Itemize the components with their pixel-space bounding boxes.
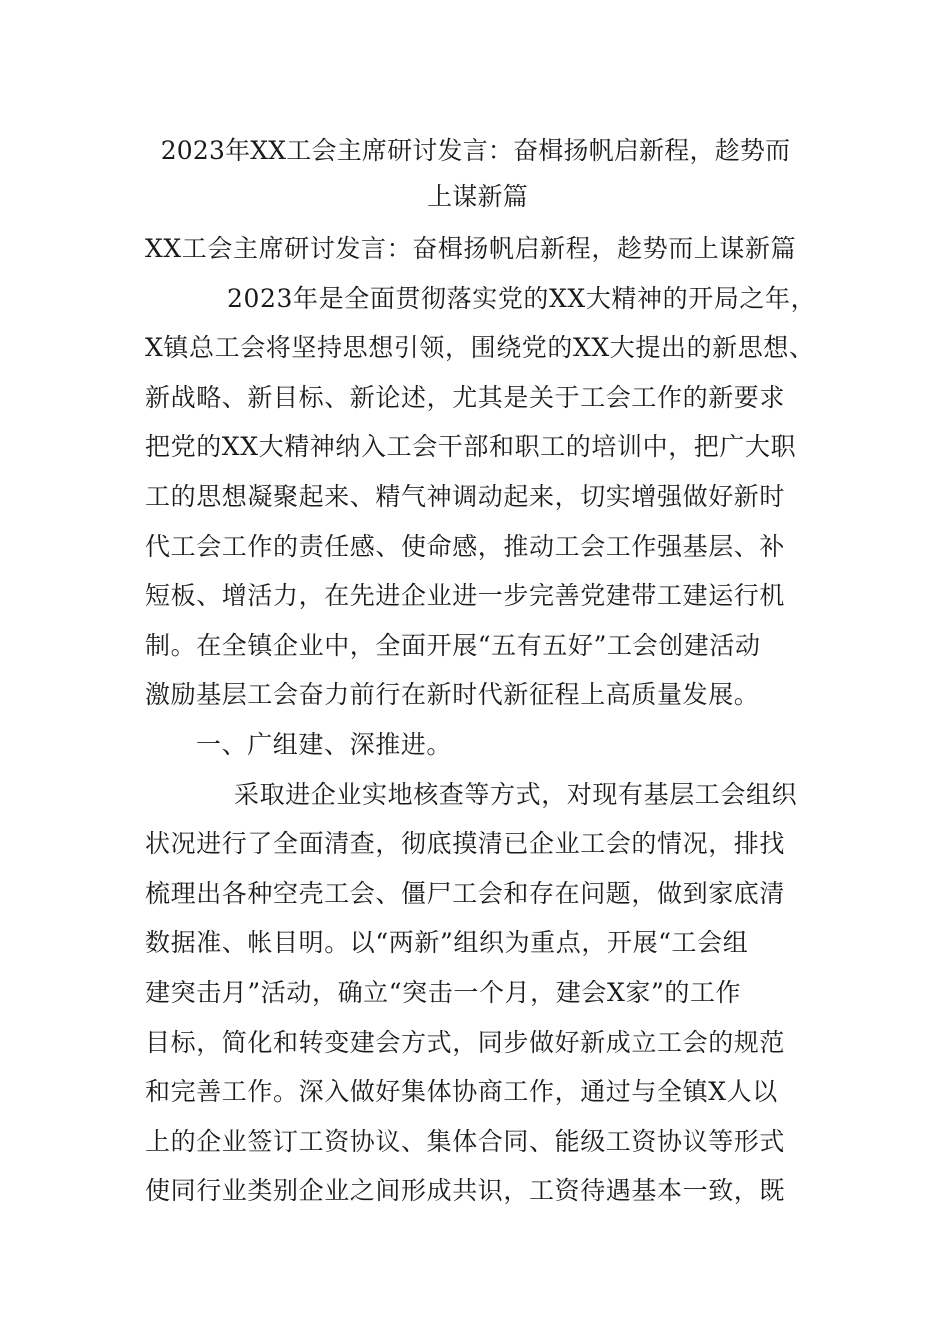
paragraph-1-line: 新战略、新目标、新论述，尤其是关于工会工作的新要求 xyxy=(145,382,786,412)
paragraph-1-line: 工的思想凝聚起来、精气神调动起来，切实增强做好新时 xyxy=(145,481,786,511)
paragraph-2-line: 状况进行了全面清查，彻底摸清已企业工会的情况，排找 xyxy=(145,829,786,859)
title-line-2: 上谋新篇 xyxy=(427,182,528,211)
paragraph-2-line: 和完善工作。深入做好集体协商工作，通过与全镇X人以 xyxy=(145,1077,778,1107)
paragraph-1-line: X镇总工会将坚持思想引领，围绕党的XX大提出的新思想、 xyxy=(145,333,815,363)
section-1-heading: 一、广组建、深推进。 xyxy=(196,729,453,759)
paragraph-2-line: 使同行业类别企业之间形成共识，工资待遇基本一致，既 xyxy=(145,1176,786,1206)
paragraph-2-line: 数据准、帐目明。以“两新”组织为重点，开展“工会组 xyxy=(145,928,749,958)
document-body xyxy=(145,128,817,1216)
paragraph-1 xyxy=(145,274,817,720)
paragraph-1-line: 激励基层工会奋力前行在新时代新征程上高质量发展。 xyxy=(145,680,760,710)
paragraph-1-line: 短板、增活力，在先进企业进一步完善党建带工建运行机 xyxy=(145,581,786,611)
paragraph-2 xyxy=(145,770,810,1216)
paragraph-1-line: 把党的XX大精神纳入工会干部和职工的培训中，把广大职 xyxy=(145,432,797,462)
paragraph-1-line: 代工会工作的责任感、使命感，推动工会工作强基层、补 xyxy=(145,531,786,561)
document-subtitle: XX工会主席研讨发言：奋楫扬帆启新程，趁势而上谋新篇 xyxy=(145,234,797,263)
title-line-1: 2023年XX工会主席研讨发言：奋楫扬帆启新程，趁势而 xyxy=(160,136,791,165)
paragraph-1-line: 2023年是全面贯彻落实党的XX大精神的开局之年， xyxy=(227,283,817,313)
paragraph-2-line: 采取进企业实地核查等方式，对现有基层工会组织 xyxy=(234,779,798,809)
paragraph-1-line: 制。在全镇企业中，全面开展“五有五好”工会创建活动 xyxy=(145,630,761,660)
paragraph-2-line: 梳理出各种空壳工会、僵尸工会和存在问题，做到家底清 xyxy=(145,878,786,908)
paragraph-2-line: 建突击月”活动，确立“突击一个月，建会X家”的工作 xyxy=(145,977,742,1007)
paragraph-2-line: 目标，简化和转变建会方式，同步做好新成立工会的规范 xyxy=(145,1027,786,1057)
document-title xyxy=(145,128,810,220)
paragraph-2-line: 上的企业签订工资协议、集体合同、能级工资协议等形式 xyxy=(145,1126,786,1156)
